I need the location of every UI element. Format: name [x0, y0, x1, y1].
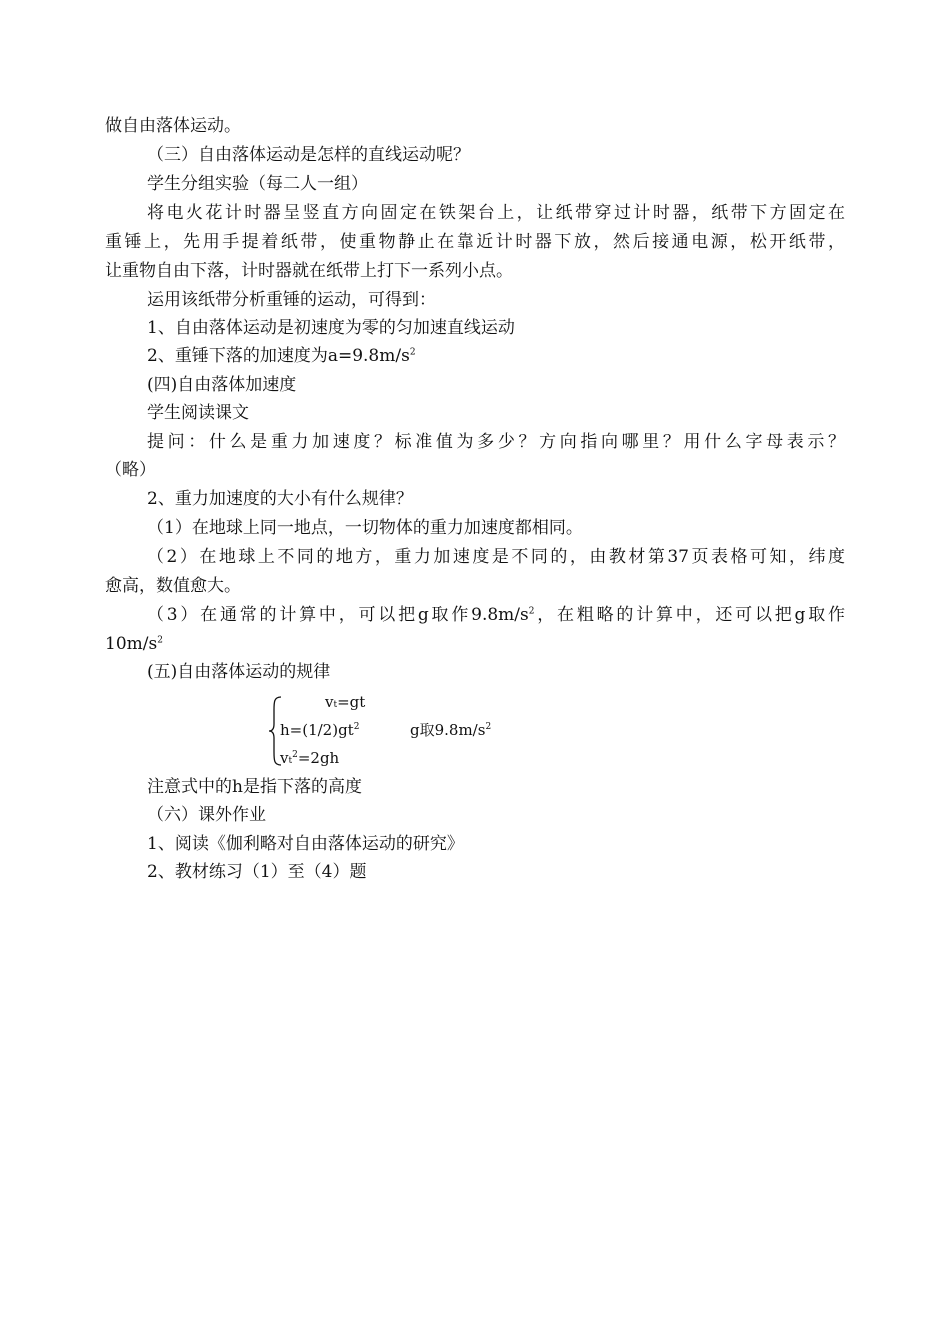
- conclusion-2: [147, 346, 416, 366]
- section-heading-5: (五)自由落体运动的规律: [147, 662, 331, 682]
- gravity-rule-3-line-1: [147, 605, 845, 625]
- gravity-rule-heading: 2、重力加速度的大小有什么规律？: [147, 489, 413, 509]
- paragraph-continuation: 做自由落体运动。: [105, 116, 241, 136]
- gravity-rule-2-line-2: 愈高，数值愈大。: [105, 576, 241, 596]
- conclusion-1: 1、自由落体运动是初速度为零的匀加速直线运动: [147, 318, 515, 338]
- gravity-rule-3-text-b: ，在粗略的计算中，还可以把g取作: [534, 605, 845, 625]
- section-heading-6: （六）课外作业: [147, 805, 266, 825]
- velocity-squared-formula: [280, 748, 339, 768]
- experiment-text-line-2: 重锤上，先用手提着纸带，使重物静止在靠近计时器下放，然后接通电源，松开纸带，: [105, 232, 845, 252]
- experiment-title: 学生分组实验（每二人一组）: [147, 174, 368, 194]
- gravity-rule-3-line-2: [105, 634, 163, 654]
- section-heading-3: （三）自由落体运动是怎样的直线运动呢？: [147, 145, 470, 165]
- formula-text: v: [325, 693, 334, 711]
- height-note: 注意式中的h是指下落的高度: [147, 777, 362, 797]
- exponent: 2: [157, 635, 163, 646]
- analysis-intro: 运用该纸带分析重锤的运动，可得到：: [147, 290, 436, 310]
- homework-item-1: 1、阅读《伽利略对自由落体运动的研究》: [147, 834, 464, 854]
- gravity-rule-3-text-a: （3）在通常的计算中，可以把g取作9.8m/s: [147, 605, 529, 625]
- section-heading-4: (四)自由落体加速度: [147, 375, 297, 395]
- velocity-formula: [325, 692, 365, 712]
- exponent: 2: [292, 750, 298, 760]
- reading-task: 学生阅读课文: [147, 403, 249, 423]
- formula-text: =gt: [337, 693, 366, 711]
- gravity-rule-2-line-1: （2）在地球上不同的地方，重力加速度是不同的，由教材第37页表格可知，纬度: [147, 547, 845, 567]
- gravity-rule-1: （1）在地球上同一地点，一切物体的重力加速度都相同。: [147, 518, 583, 538]
- question-line-1: 提问：什么是重力加速度？标准值为多少？方向指向哪里？用什么字母表示？: [147, 432, 845, 452]
- formula-text: h=(1/2)gt: [280, 721, 354, 739]
- exponent: 2: [485, 722, 492, 732]
- conclusion-2-text: 2、重锤下落的加速度为a=9.8m/s: [147, 346, 410, 366]
- gravity-value-note: [410, 720, 491, 740]
- formula-text: g取9.8m/s: [410, 721, 486, 739]
- exponent: 2: [528, 606, 535, 617]
- subscript: t: [288, 756, 293, 766]
- formula-text: =2gh: [297, 749, 340, 767]
- exponent: 2: [409, 347, 416, 358]
- experiment-text-line-1: 将电火花计时器呈竖直方向固定在铁架台上，让纸带穿过计时器，纸带下方固定在: [147, 203, 845, 223]
- experiment-text-line-3: 让重物自由下落，计时器就在纸带上打下一系列小点。: [105, 261, 513, 281]
- question-line-2: （略）: [105, 460, 156, 480]
- height-formula: [280, 720, 359, 740]
- gravity-rule-3-text-c: 10m/s: [105, 634, 158, 654]
- homework-item-2: 2、教材练习（1）至（4）题: [147, 862, 367, 882]
- subscript: t: [333, 700, 338, 710]
- exponent: 2: [353, 722, 360, 732]
- formula-text: v: [280, 749, 289, 767]
